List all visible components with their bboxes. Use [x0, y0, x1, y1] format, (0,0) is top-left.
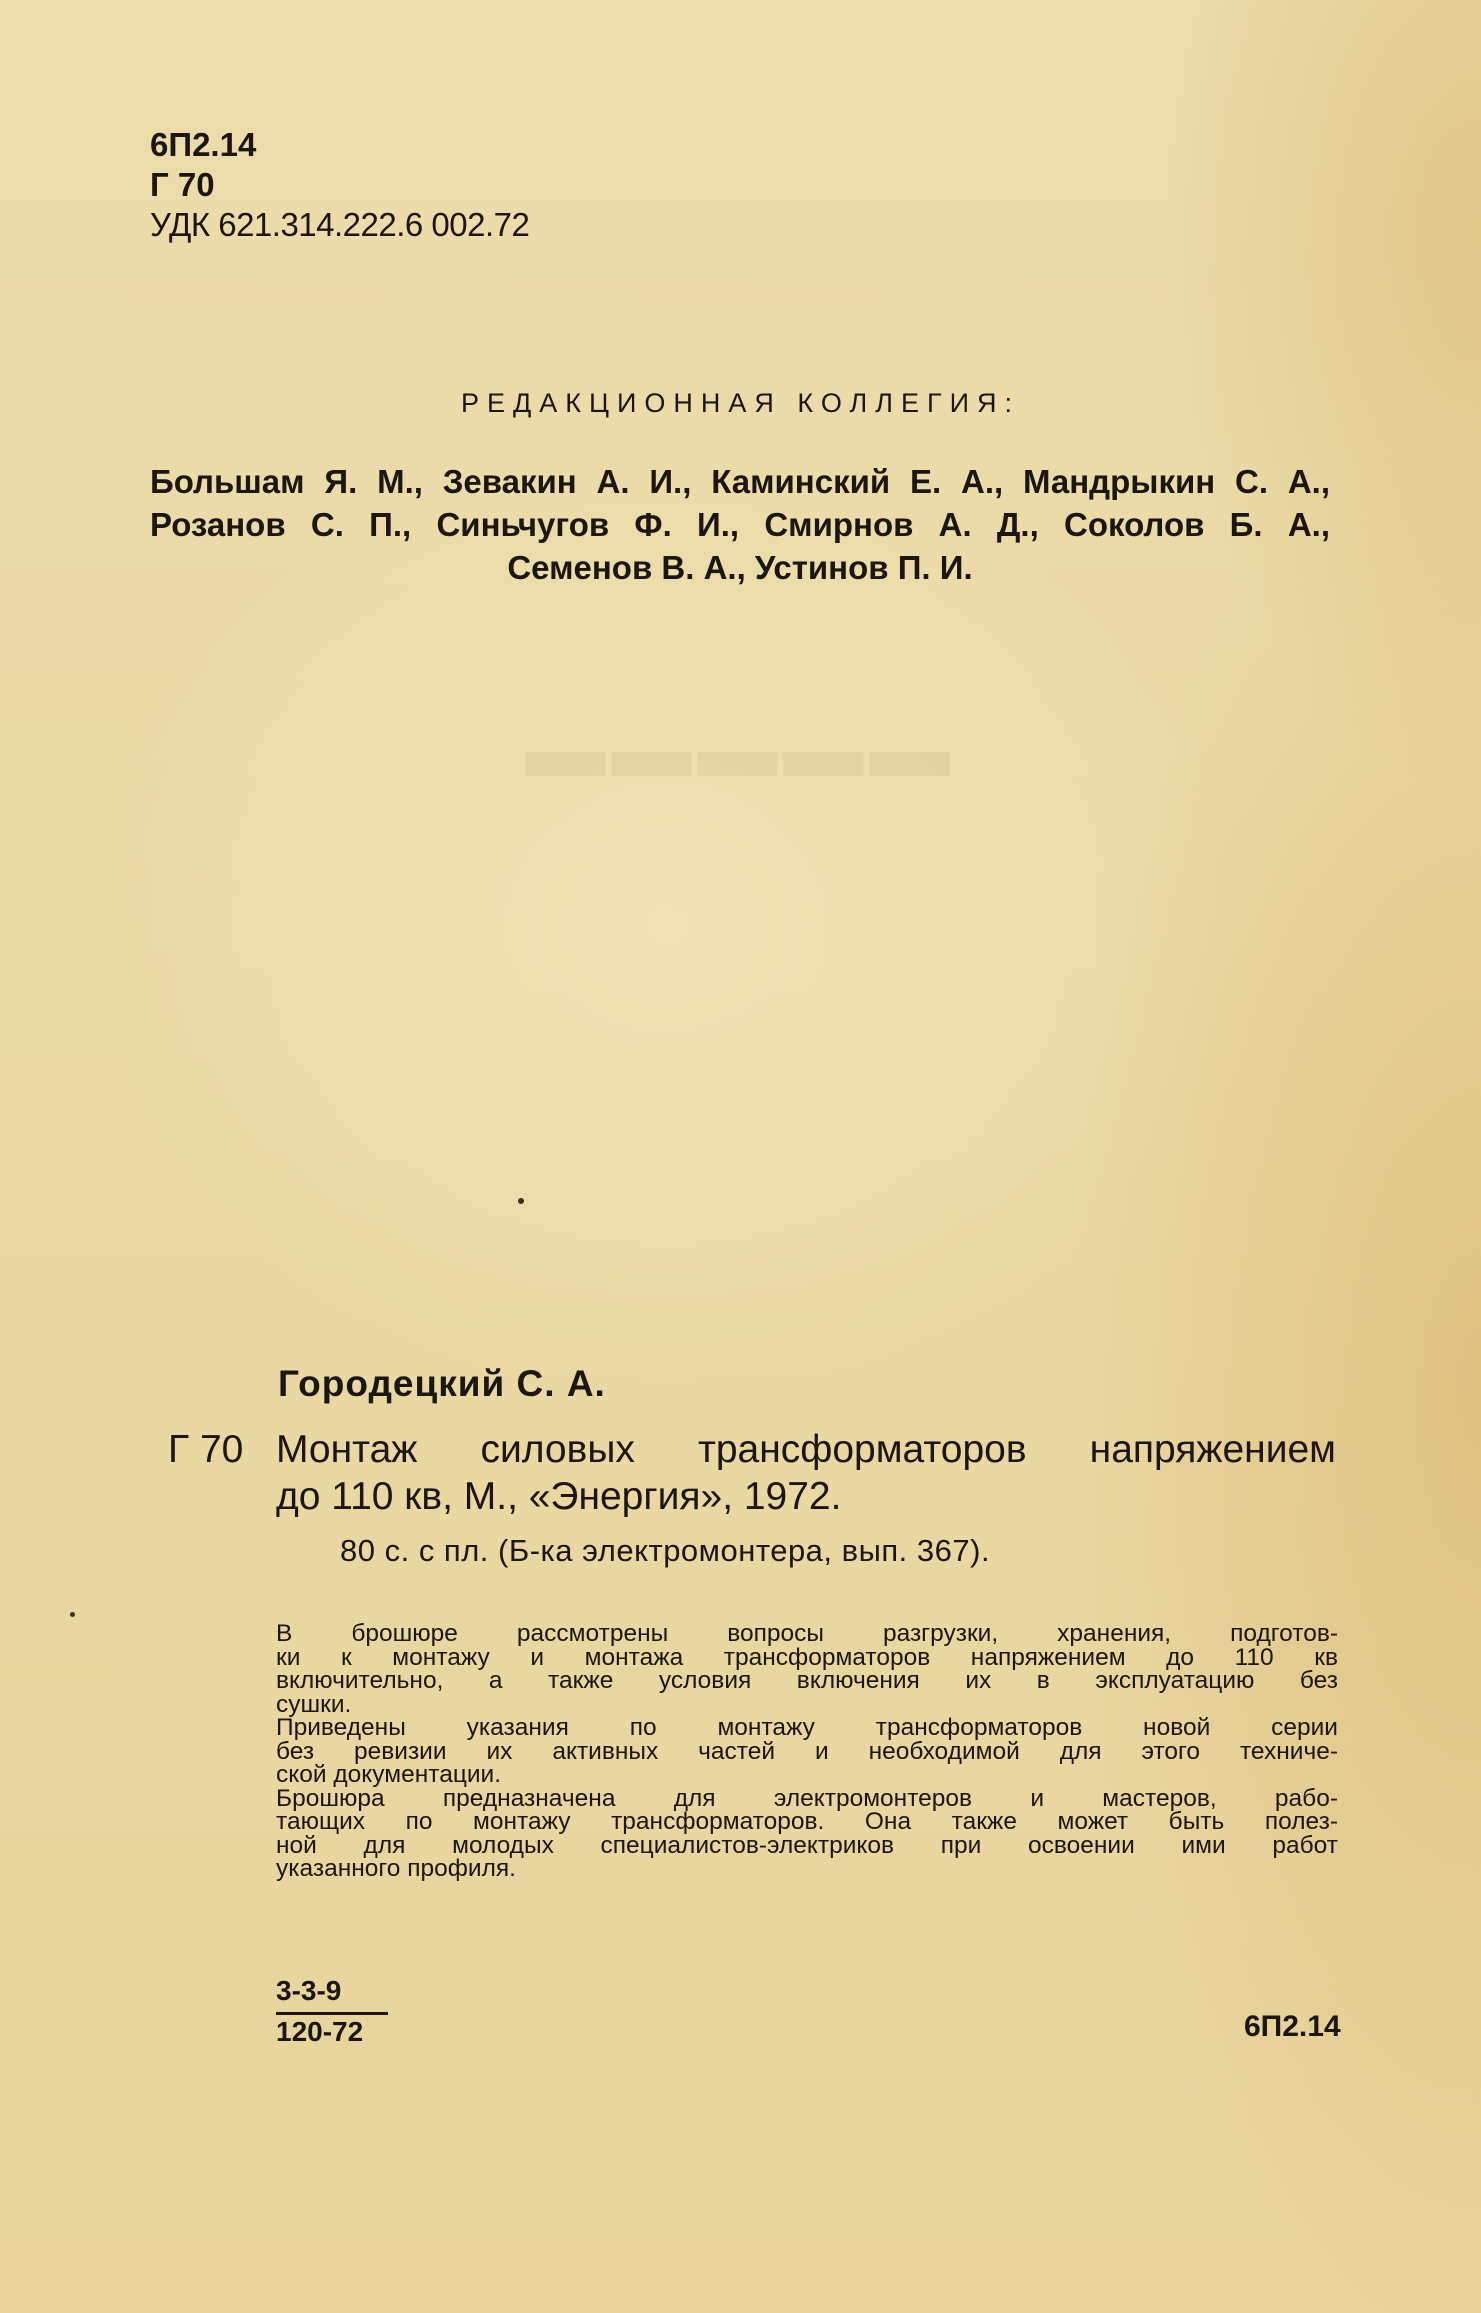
- abstract-line: указанного профиля.: [276, 1855, 516, 1882]
- card-title-line-2: до 110 кв, М., «Энергия», 1972.: [276, 1475, 842, 1518]
- editorial-board-line-3: Семенов В. А., Устинов П. И.: [507, 549, 973, 586]
- card-pages-info: 80 с. с пл. (Б-ка электромонтера, вып. 367).: [340, 1533, 991, 1568]
- bbk-code: 6П2.14: [150, 126, 257, 163]
- editorial-board-line-1: Большам Я. М., Зевакин А. И., Каминский Е. А., Мандрыкин С. А.,: [150, 463, 1330, 500]
- udk-code: УДК 621.314.222.6 002.72: [150, 206, 530, 243]
- abstract-line: ной для молодых специалистов-электриков при освоении ими работ: [276, 1831, 1338, 1859]
- classification-codes: [150, 125, 529, 245]
- abstract-line: тающих по монтажу трансформаторов. Она также может быть полез-: [276, 1808, 1338, 1835]
- editorial-board-line-2: Розанов С. П., Синьчугов Ф. И., Смирнов А. Д., Соколов Б. А.,: [150, 506, 1330, 543]
- abstract-line: В брошюре рассмотрены вопросы разгрузки, хранения, подготов-: [276, 1620, 1338, 1647]
- abstract-line: ской документации.: [276, 1761, 502, 1788]
- price-fraction: [276, 1974, 388, 2049]
- bleed-through-line-1: ▬▬▬▬▬: [525, 706, 956, 794]
- print-speck: [518, 1198, 524, 1204]
- abstract-line: без ревизии их активных частей и необходимой для этого техниче-: [276, 1737, 1338, 1765]
- editorial-board-heading: РЕДАКЦИОННАЯ КОЛЛЕГИЯ:: [460, 388, 1021, 418]
- print-speck: [70, 1612, 75, 1617]
- card-abstract: [276, 1622, 1338, 1881]
- card-code: Г 70: [168, 1428, 244, 1471]
- abstract-line: сушки.: [276, 1690, 352, 1718]
- abstract-line: Приведены указания по монтажу трансформаторов новой серии: [276, 1714, 1338, 1741]
- fraction-denominator: 120-72: [276, 2016, 364, 2047]
- fraction-numerator: 3-3-9: [276, 1975, 342, 2006]
- editorial-board-members: [150, 460, 1330, 589]
- abstract-line: включительно, а также условия включения их в эксплуатацию без: [276, 1667, 1338, 1694]
- card-author: Городецкий С. А.: [278, 1363, 606, 1404]
- card-title-line-1: Монтаж силовых трансформаторов напряжением: [276, 1428, 1336, 1471]
- author-mark: Г 70: [150, 166, 215, 203]
- card-code-right: 6П2.14: [1244, 2010, 1341, 2043]
- abstract-line: Брошюра предназначена для электромонтеров и мастеров, рабо-: [276, 1784, 1338, 1812]
- abstract-line: ки к монтажу и монтажа трансформаторов напряжением до 110 кв: [276, 1643, 1338, 1671]
